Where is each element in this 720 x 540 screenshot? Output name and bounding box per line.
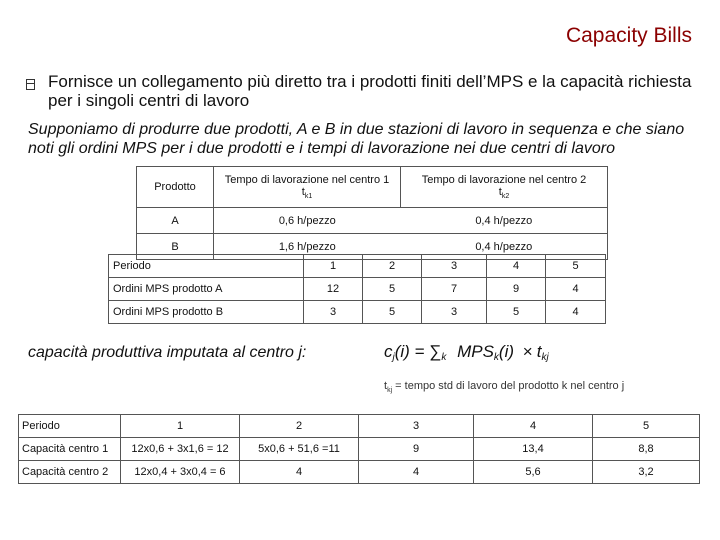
table-row — [109, 255, 606, 278]
table-cell: 3 — [304, 301, 363, 324]
table-cell: 1 — [304, 255, 363, 278]
symbol: t — [301, 185, 305, 198]
header-symbol — [401, 186, 607, 200]
table-cell: 5x0,6 + 51,6 =11 — [240, 438, 359, 461]
table-cell: 12x0,4 + 3x0,4 = 6 — [121, 461, 240, 484]
table-cell: 2 — [363, 255, 422, 278]
legend-subscript: kj — [387, 387, 393, 395]
table-row — [19, 415, 700, 438]
table-cell: 5 — [363, 278, 422, 301]
table-cell: Capacità centro 1 — [19, 438, 121, 461]
table-cell: 5 — [593, 415, 700, 438]
formula-mps: MPS — [457, 342, 494, 361]
table-cell: A — [137, 208, 214, 234]
formula-lhs-sub: j — [392, 352, 395, 363]
table-cell: B — [137, 234, 214, 260]
header-text: Tempo di lavorazione nel centro 2 — [421, 173, 587, 186]
table-cell: Periodo — [19, 415, 121, 438]
table-cell: Ordini MPS prodotto A — [109, 278, 304, 301]
formula-mps-arg: (i) — [498, 342, 515, 361]
table-cell: Ordini MPS prodotto B — [109, 301, 304, 324]
table-cell: 4 — [240, 461, 359, 484]
table-cell: 4 — [359, 461, 474, 484]
processing-time-table — [136, 166, 608, 260]
header-cell: Prodotto — [137, 167, 214, 208]
table-cell: Periodo — [109, 255, 304, 278]
formula-lhs: c — [384, 342, 393, 361]
header-cell — [401, 167, 608, 208]
capacity-formula — [384, 342, 549, 363]
table-cell: 0,4 h/pezzo — [401, 234, 608, 260]
legend-symbol: t — [384, 380, 388, 392]
formula-mps-sub: k — [493, 352, 499, 363]
table-row — [19, 461, 700, 484]
table-cell: 3 — [422, 255, 487, 278]
mps-orders-table — [108, 254, 606, 324]
table-cell: 9 — [487, 278, 546, 301]
table-cell: Capacità centro 2 — [19, 461, 121, 484]
symbol-subscript: k1 — [304, 193, 313, 201]
table-cell: 9 — [359, 438, 474, 461]
table-cell: 12x0,6 + 3x1,6 = 12 — [121, 438, 240, 461]
table-cell: 13,4 — [474, 438, 593, 461]
table-cell: 5 — [363, 301, 422, 324]
sum-symbol: ∑ — [429, 342, 442, 361]
bullet-square-icon — [26, 79, 35, 90]
header-cell — [214, 167, 401, 208]
table-cell: 4 — [546, 278, 606, 301]
table-header-row — [137, 167, 608, 208]
formula-legend — [384, 380, 624, 394]
slide-title: Capacity Bills — [565, 24, 692, 47]
table-row — [137, 208, 608, 234]
formula-lhs-arg: (i) = — [394, 342, 425, 361]
table-cell: 5 — [487, 301, 546, 324]
table-cell: 3,2 — [593, 461, 700, 484]
bullet-text: Fornisce un collegamento più diretto tra i prodotti finiti dell’MPS e la capacità richiesta per i singoli centri di lavoro — [48, 72, 692, 110]
table-cell: 0,6 h/pezzo — [214, 208, 401, 234]
table-cell: 3 — [359, 415, 474, 438]
symbol-subscript: k2 — [501, 193, 510, 201]
table-cell: 1,6 h/pezzo — [214, 234, 401, 260]
table-cell: 5 — [546, 255, 606, 278]
header-symbol — [214, 186, 400, 200]
table-cell: 4 — [487, 255, 546, 278]
table-cell: 4 — [546, 301, 606, 324]
table-row — [109, 278, 606, 301]
table-cell: 2 — [240, 415, 359, 438]
table-cell: 5,6 — [474, 461, 593, 484]
legend-text: = tempo std di lavoro del prodotto k nel centro j — [392, 380, 625, 392]
table-row — [19, 438, 700, 461]
symbol: t — [498, 185, 502, 198]
times-symbol: × — [522, 342, 533, 361]
table-cell: 4 — [474, 415, 593, 438]
table-cell: 8,8 — [593, 438, 700, 461]
capacity-table — [18, 414, 700, 484]
table-cell: 3 — [422, 301, 487, 324]
sum-subscript: k — [441, 352, 447, 363]
header-text: Tempo di lavorazione nel centro 1 — [224, 173, 390, 186]
table-cell: 1 — [121, 415, 240, 438]
table-cell: 12 — [304, 278, 363, 301]
table-cell: 0,4 h/pezzo — [401, 208, 608, 234]
intro-paragraph: Supponiamo di produrre due prodotti, A e B in due stazioni di lavoro in sequenza e che siano noti gli ordini MPS per i due prodotti e i tempi di lavorazione nei due centri di lavoro — [28, 121, 685, 157]
capacity-label: capacità produttiva imputata al centro j: — [28, 344, 307, 361]
table-row — [109, 301, 606, 324]
formula-t-sub: kj — [541, 352, 549, 363]
table-cell: 7 — [422, 278, 487, 301]
formula-t: t — [536, 342, 542, 361]
